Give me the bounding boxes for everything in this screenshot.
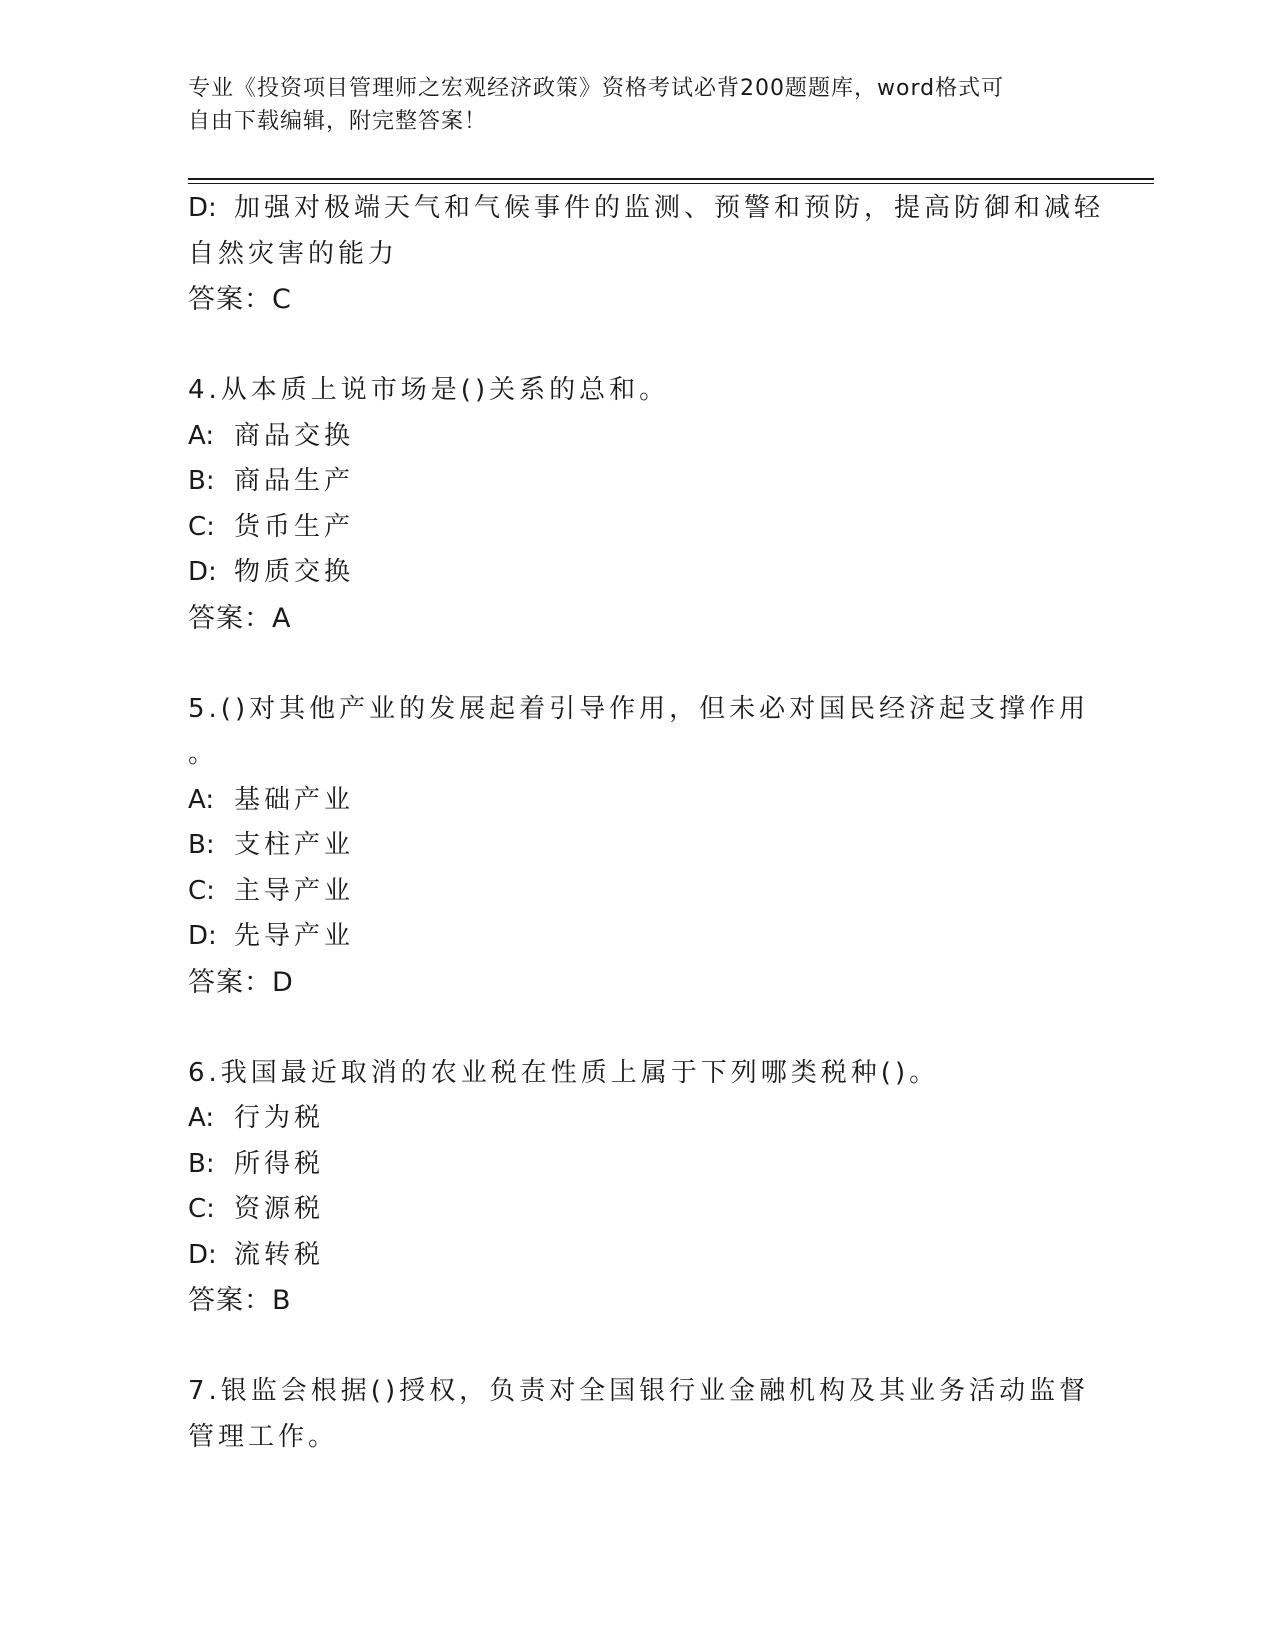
question-3-tail [188,186,1105,323]
option-text: 加强对极端天气和气候事件的监测、预警和预防，提高防御和减轻 [234,193,1105,223]
header-title-line-1: 专业《投资项目管理师之宏观经济政策》资格考试必背200题题库，word格式可 [188,76,1005,101]
question-5 [188,687,1088,1006]
header-divider [188,178,1154,184]
option-text: 商品生产 [234,466,355,496]
option-key: A: [188,1103,215,1133]
spacer [188,1324,1088,1370]
answer: 答案：A [188,602,292,634]
option-d [188,1233,1088,1279]
option-d [188,914,1088,960]
option-key: C: [188,511,215,542]
option-key: B: [188,1148,215,1179]
answer: 答案：B [188,1285,292,1316]
option-text: 流转税 [234,1239,325,1270]
answer: 答案：C [188,284,292,315]
page-header [188,72,1068,138]
option-b [188,1142,1088,1188]
option-key: D: [188,1239,217,1270]
question-stem: 4.从本质上说市场是()关系的总和。 [188,375,670,405]
option-text: 资源税 [234,1194,325,1224]
option-text: 基础产业 [234,784,355,815]
option-key: C: [188,1194,215,1224]
question-stem-continued: 管理工作。 [188,1421,339,1452]
option-key: D: [188,557,217,587]
question-stem: 6.我国最近取消的农业税在性质上属于下列哪类税种()。 [188,1057,940,1088]
option-b [188,823,1088,869]
option-c [188,505,1088,551]
option-c [188,1187,1088,1233]
option-text: 物质交换 [234,557,355,587]
spacer [188,641,1088,687]
option-text: 行为税 [234,1103,325,1133]
question-list [188,186,1105,1460]
option-a [188,1096,1088,1142]
question-stem-continued: 。 [188,739,219,769]
question-stem: 7.银监会根据()授权，负责对全国银行业金融机构及其业务活动监督 [188,1376,1090,1406]
spacer [188,323,1088,369]
option-key: A: [188,784,215,815]
spacer [188,1005,1088,1051]
option-key: B: [188,466,215,496]
option-text: 主导产业 [234,875,355,906]
option-text: 所得税 [234,1148,325,1179]
question-4 [188,368,1088,641]
option-text: 支柱产业 [234,830,355,860]
option-text: 先导产业 [234,921,355,951]
option-key: D: [188,921,217,951]
option-a [188,414,1088,460]
option-d [188,550,1088,596]
option-key: C: [188,875,215,906]
option-key: D: [188,193,217,223]
option-d-continued: 自然灾害的能力 [188,238,399,269]
question-6 [188,1051,1088,1324]
option-a [188,778,1088,824]
option-key: A: [188,420,215,451]
option-d [188,186,1105,232]
question-stem: 5.()对其他产业的发展起着引导作用，但未必对国民经济起支撑作用 [188,693,1090,724]
option-c [188,869,1088,915]
option-key: B: [188,830,215,860]
header-title-line-2: 自由下载编辑，附完整答案！ [188,109,488,134]
answer: 答案：D [188,966,294,998]
question-7 [188,1369,1088,1460]
option-text: 商品交换 [234,420,355,451]
option-text: 货币生产 [234,511,355,542]
option-b [188,459,1088,505]
